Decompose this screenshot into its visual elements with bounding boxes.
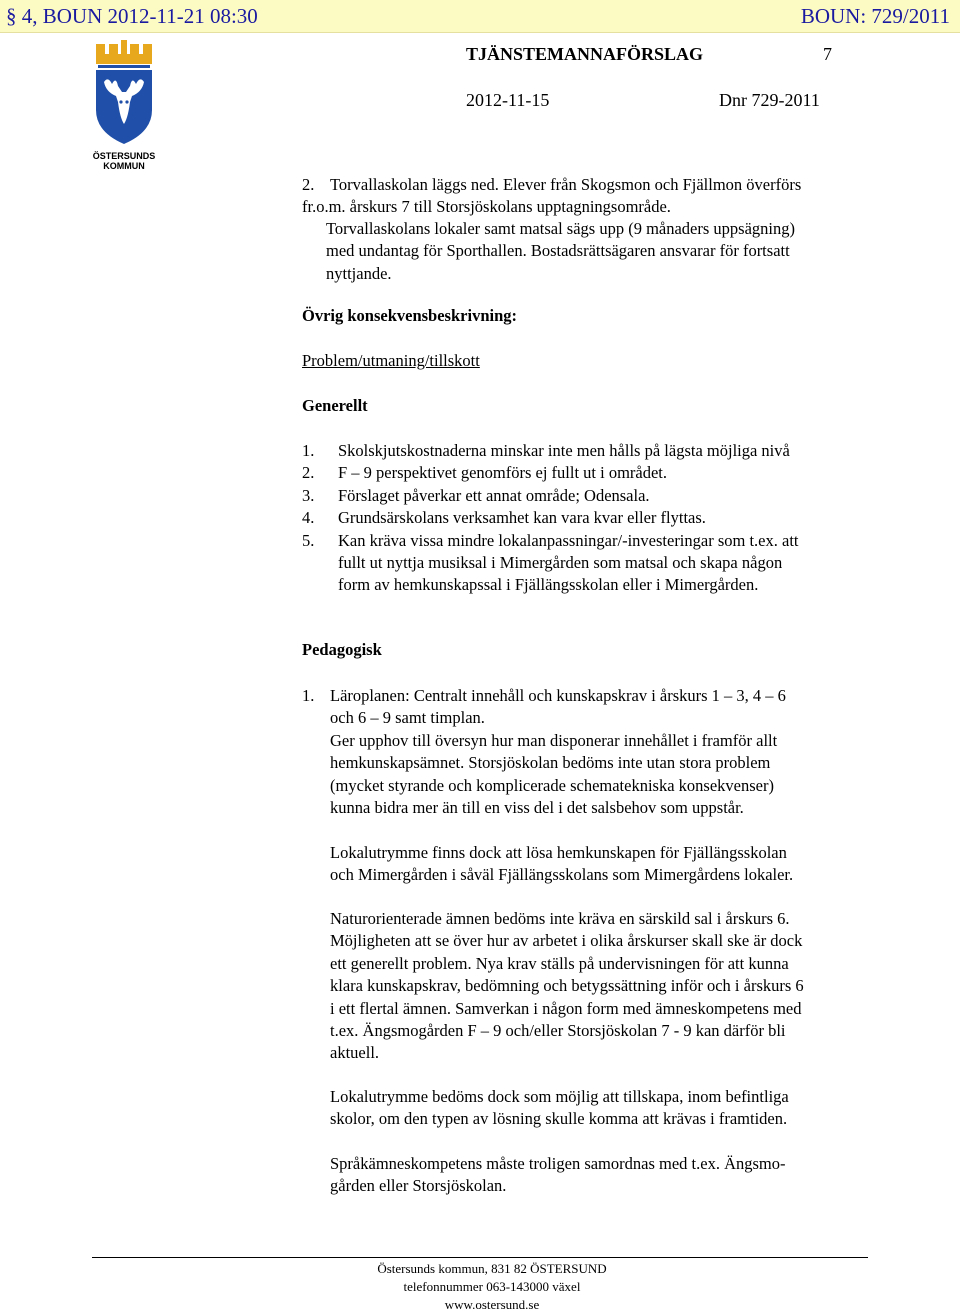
text-line: (mycket styrande och komplicerade schematekniska konsekvenser)	[330, 775, 774, 795]
general-heading: Generellt	[302, 396, 368, 415]
text-line: Förslaget påverkar ett annat område; Odensala.	[338, 485, 650, 505]
meeting-reference: § 4, BOUN 2012-11-21 08:30	[6, 4, 258, 28]
text-line: hemkunskapsämnet. Storsjöskolan bedöms inte utan stora problem	[330, 753, 771, 773]
text-line: ett generellt problem. Nya krav ställs på undervisningen för att kunna	[330, 953, 789, 973]
section-title: Övrig konsekvensbeskrivning:	[302, 306, 517, 325]
text-line: i ett flertal ämnen. Samverkan i någon form med ämneskompetens med	[330, 998, 802, 1018]
text-line: och Mimergården i såväl Fjällängsskolans som Mimergårdens lokaler.	[330, 865, 794, 885]
text-line: F – 9 perspektivet genomförs ej fullt ut i området.	[338, 463, 668, 483]
list-item-number: 5.	[302, 530, 315, 550]
footer-web: www.ostersund.se	[444, 1297, 540, 1312]
list-item	[302, 485, 799, 507]
text-line: nyttjande.	[326, 263, 392, 283]
footer	[342, 1260, 642, 1314]
intro-item-text	[330, 174, 801, 196]
list-item	[302, 507, 799, 529]
pedagogic-paragraph	[330, 908, 804, 1065]
text-line: Lokalutrymme bedöms dock som möjlig att tillskapa, inom befintliga	[330, 1087, 789, 1106]
text-line: aktuell.	[330, 1043, 380, 1063]
pedagogic-heading: Pedagogisk	[302, 640, 382, 659]
general-list	[302, 440, 799, 597]
text-line: med undantag för Sporthallen. Bostadsrättsägaren ansvarar för fortsatt	[326, 241, 790, 261]
document-topbar	[0, 0, 960, 33]
text-line: Kan kräva vissa mindre lokalanpassningar/-investeringar som t.ex. att	[338, 530, 799, 550]
text-line: Läroplanen: Centralt innehåll och kunskapskrav i årskurs 1 – 3, 4 – 6	[330, 686, 786, 705]
text-line: gården eller Storsjöskolan.	[330, 1176, 507, 1196]
text-line: Möjligheten att se över hur av arbetet i olika årskurser skall ske är dock	[330, 931, 803, 951]
text-line: Torvallaskolan läggs ned. Elever från Skogsmon och Fjällmon överförs	[330, 175, 802, 194]
text-line: t.ex. Ängsmogården F – 9 och/eller Storsjöskolan 7 - 9 kan därför bli	[330, 1021, 786, 1041]
municipality-logo	[88, 40, 160, 171]
list-item-number: 2.	[302, 463, 315, 483]
pedagogic-paragraph	[330, 1086, 789, 1131]
section-subtitle: Problem/utmaning/tillskott	[302, 351, 480, 370]
text-line: Språkämneskompetens måste troligen samordnas med t.ex. Ängsmo-	[330, 1154, 786, 1173]
intro-item-number: 2.	[302, 175, 315, 194]
list-item-number: 4.	[302, 508, 315, 528]
intro-paragraph	[326, 218, 795, 285]
text-line: Lokalutrymme finns dock att lösa hemkunskapen för Fjällängsskolan	[330, 843, 787, 862]
text-line: Ger upphov till översyn hur man disponerar innehållet i framför allt	[330, 730, 778, 750]
text-line: fullt ut nyttja musiksal i Mimergården som matsal och skapa någon	[338, 553, 783, 573]
document-dnr: Dnr 729-2011	[719, 90, 820, 110]
case-reference: BOUN: 729/2011	[800, 4, 950, 28]
footer-divider	[92, 1257, 868, 1258]
text-line: Skolskjutskostnaderna minskar inte men hålls på lägsta möjliga nivå	[338, 441, 790, 460]
text-line: Torvallaskolans lokaler samt matsal sägs upp (9 månaders uppsägning)	[326, 219, 795, 238]
text-line: och 6 – 9 samt timplan.	[330, 708, 485, 728]
pedagogic-paragraph	[330, 1153, 786, 1198]
pedagogic-item-number: 1.	[302, 686, 315, 705]
footer-phone: telefonnummer 063-143000 växel	[403, 1279, 581, 1294]
list-item	[302, 462, 799, 484]
footer-address: Östersunds kommun, 831 82 ÖSTERSUND	[377, 1261, 607, 1276]
coat-of-arms-icon	[88, 40, 160, 152]
text-line: klara kunskapskrav, bedömning och betygssättning inför och i årskurs 6	[330, 976, 804, 996]
list-item-number: 1.	[302, 441, 315, 460]
list-item	[302, 440, 799, 462]
text-line: form av hemkunskapssal i Fjällängsskolan eller i Mimergården.	[338, 575, 759, 595]
text-line: Grundsärskolans verksamhet kan vara kvar eller flyttas.	[338, 508, 706, 528]
pedagogic-paragraph	[330, 685, 786, 819]
list-item-number: 3.	[302, 485, 315, 505]
list-item	[302, 530, 799, 597]
logo-text-line1: ÖSTERSUNDS	[92, 151, 156, 161]
page-number: 7	[823, 44, 832, 64]
logo-text-line2: KOMMUN	[103, 161, 145, 171]
pedagogic-paragraph	[330, 842, 793, 887]
document-type: TJÄNSTEMANNAFÖRSLAG	[466, 44, 704, 64]
intro-item-continuation	[302, 196, 671, 218]
text-line: skolor, om den typen av lösning skulle komma att krävas i framtiden.	[330, 1109, 788, 1129]
text-line: Naturorienterade ämnen bedöms inte kräva en särskild sal i årskurs 6.	[330, 909, 790, 928]
text-line: kunna bidra mer än till en viss del i det salsbehov som uppstår.	[330, 798, 744, 818]
text-line: fr.o.m. årskurs 7 till Storsjöskolans upptagningsområde.	[302, 197, 671, 216]
document-date: 2012-11-15	[466, 90, 550, 110]
